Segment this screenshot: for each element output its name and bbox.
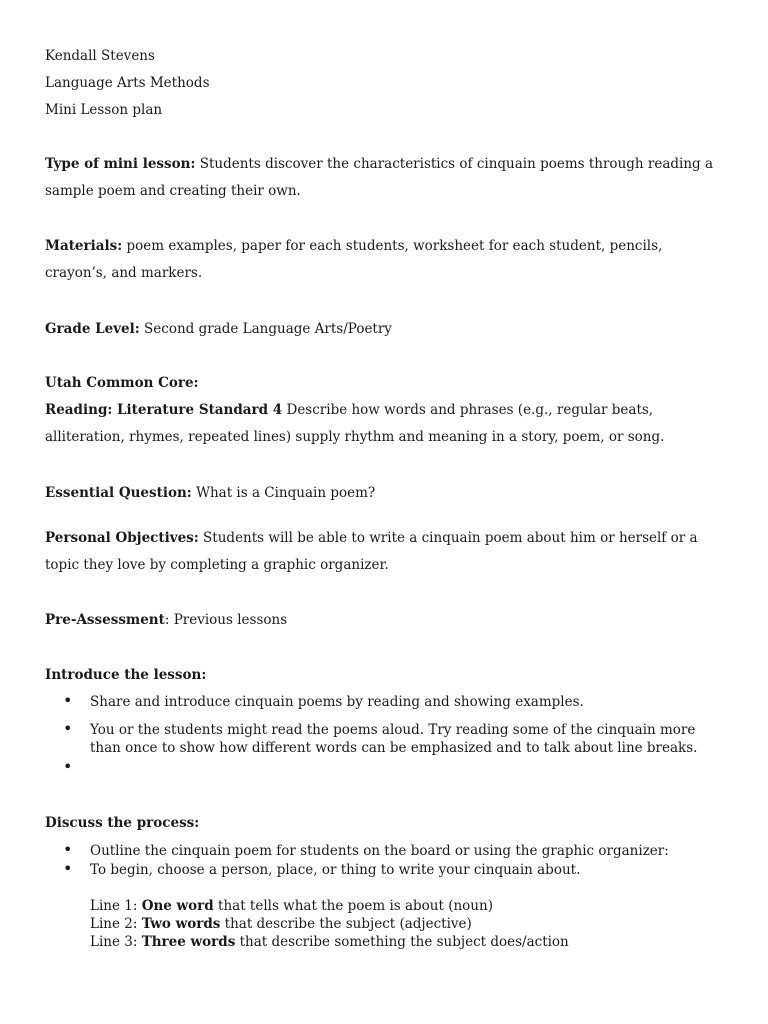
essential-question-text: What is a Cinquain poem? bbox=[191, 485, 376, 501]
list-item: You or the students might read the poems aloud. Try reading some of the cinquain more than once to show how different words can be emphasized and to talk about line breaks. bbox=[90, 722, 698, 756]
grade-level-text: Second grade Language Arts/Poetry bbox=[139, 321, 392, 337]
materials-section bbox=[45, 233, 725, 287]
type-of-lesson-label: Type of mini lesson: bbox=[45, 156, 196, 172]
grade-level-section bbox=[45, 320, 728, 338]
bullet-marker: • bbox=[63, 840, 73, 859]
standard-text: Describe how words and phrases (e.g., regular beats, alliteration, rhymes, repeated lines) supply rhythm and meaning in a story, poem, or song. bbox=[45, 402, 665, 445]
discuss-heading bbox=[45, 814, 728, 832]
line-prefix: Line 1: bbox=[90, 898, 142, 914]
line-prefix: Line 3: bbox=[90, 934, 142, 950]
author-name: Kendall Stevens bbox=[45, 48, 155, 64]
pre-assessment-label: Pre-Assessment bbox=[45, 612, 165, 628]
introduce-heading-text: Introduce the lesson: bbox=[45, 667, 207, 683]
standard-section bbox=[45, 397, 725, 451]
pre-assessment-section bbox=[45, 611, 728, 629]
type-of-lesson-text: Students discover the characteristics of cinquain poems through reading a sample poem and creating their own. bbox=[45, 156, 714, 199]
list-item: Outline the cinquain poem for students on the board or using the graphic organizer: bbox=[90, 843, 669, 859]
bullet-marker: • bbox=[63, 757, 73, 776]
objectives-section bbox=[45, 525, 725, 579]
course-name: Language Arts Methods bbox=[45, 75, 210, 91]
common-core-heading bbox=[45, 374, 728, 392]
grade-level-label: Grade Level: bbox=[45, 321, 140, 337]
line-rest: that describe something the subject does/action bbox=[235, 934, 569, 950]
materials-label: Materials: bbox=[45, 238, 123, 254]
poem-line-2 bbox=[90, 915, 730, 933]
type-of-lesson-section bbox=[45, 151, 725, 205]
line-prefix: Line 2: bbox=[90, 916, 142, 932]
materials-text: poem examples, paper for each students, worksheet for each student, pencils, crayon’s, and markers. bbox=[45, 238, 663, 281]
discuss-heading-text: Discuss the process: bbox=[45, 815, 200, 831]
list-item: To begin, choose a person, place, or thing to write your cinquain about. bbox=[90, 862, 581, 878]
line-bold: Three words bbox=[141, 934, 236, 950]
introduce-heading bbox=[45, 666, 728, 684]
line-rest: that describe the subject (adjective) bbox=[220, 916, 472, 932]
essential-question-section bbox=[45, 484, 728, 502]
bullet-marker: • bbox=[63, 859, 73, 878]
objectives-label: Personal Objectives: bbox=[45, 530, 199, 546]
list-item: Share and introduce cinquain poems by reading and showing examples. bbox=[90, 694, 584, 710]
poem-line-3 bbox=[90, 933, 730, 951]
line-bold: Two words bbox=[141, 916, 221, 932]
pre-assessment-text: : Previous lessons bbox=[164, 612, 288, 628]
essential-question-label: Essential Question: bbox=[45, 485, 192, 501]
bullet-marker: • bbox=[63, 719, 73, 738]
poem-line-1 bbox=[90, 897, 730, 915]
line-rest: that tells what the poem is about (noun) bbox=[213, 898, 493, 914]
objectives-text: Students will be able to write a cinquain poem about him or herself or a topic they love by completing a graphic organizer. bbox=[45, 530, 698, 573]
document-type: Mini Lesson plan bbox=[45, 102, 163, 118]
common-core-heading-text: Utah Common Core: bbox=[45, 375, 199, 391]
standard-label: Reading: Literature Standard 4 bbox=[45, 402, 283, 418]
line-bold: One word bbox=[141, 898, 214, 914]
bullet-marker: • bbox=[63, 691, 73, 710]
